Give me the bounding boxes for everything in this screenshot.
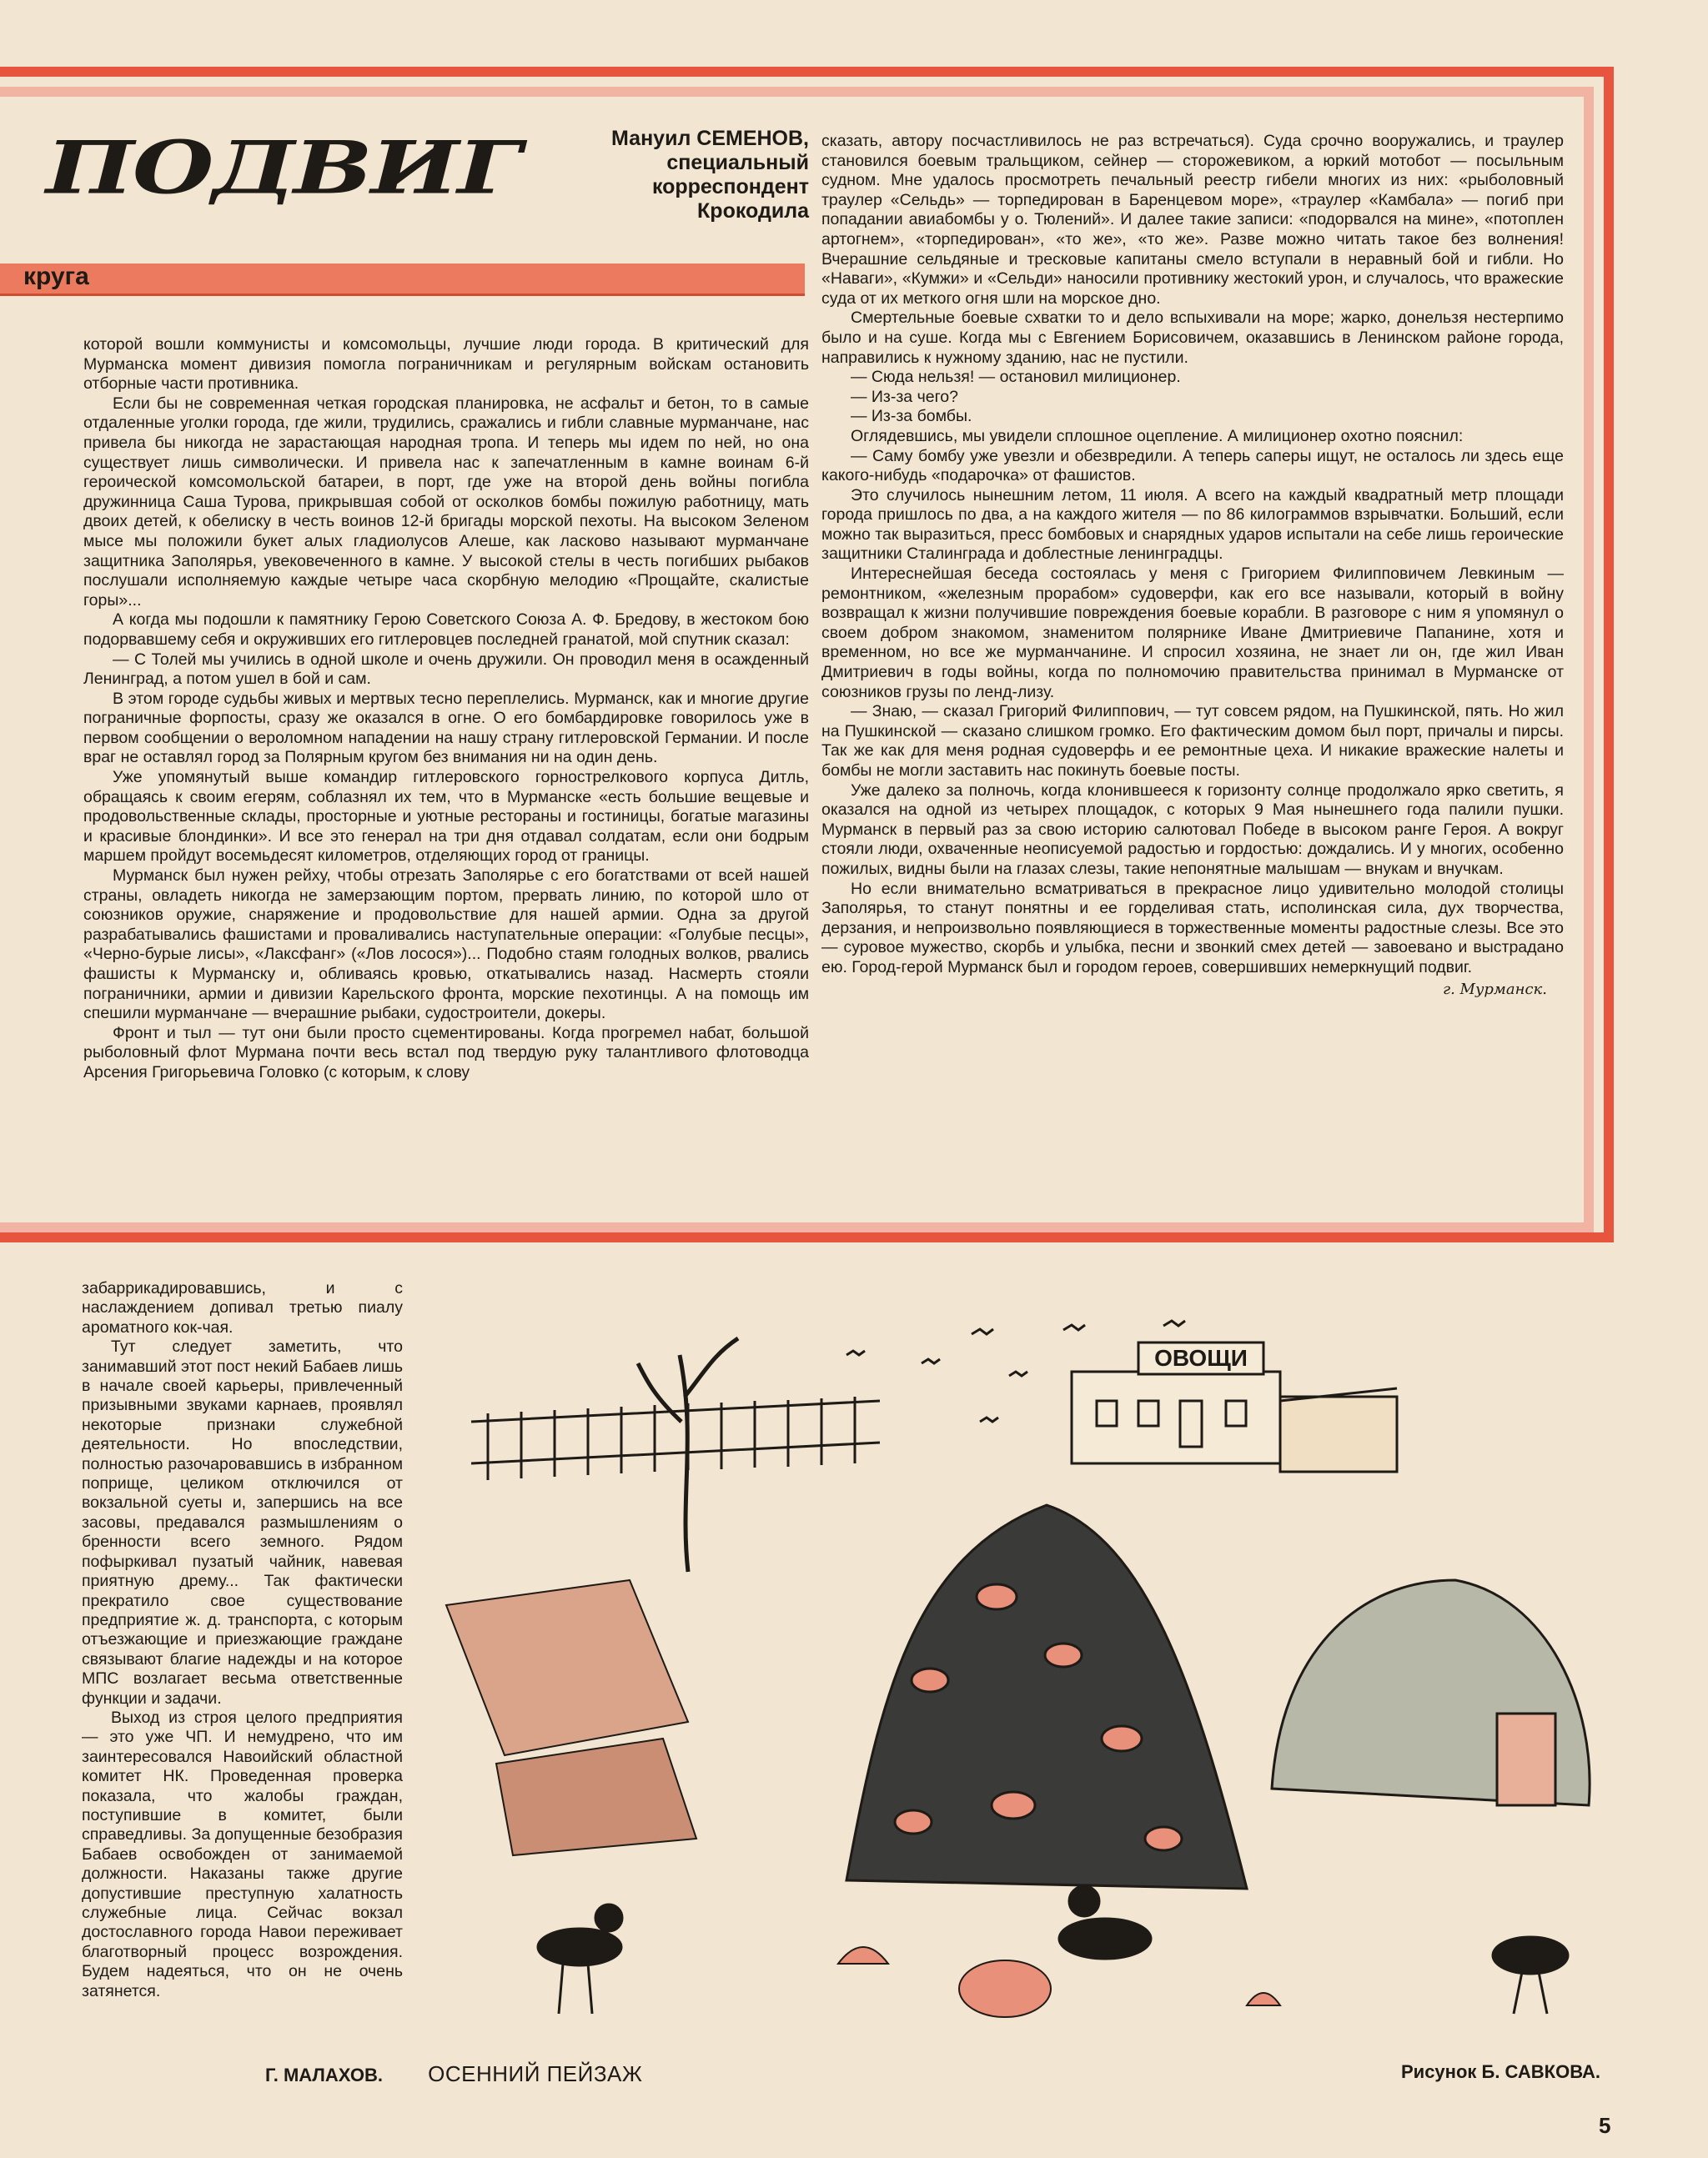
article-paragraph: Уже далеко за полночь, когда клонившееся к горизонту солнце продолжало ярко светить, я оказался на одной из четырех площадок, с которых 9 Мая нынешнего года палили пушки. Мурманск в первый раз за свою историю салютовал Победе в высоком ранге Героя. А вокруг стояли люди, охваченные неописуемой радостью и гордостью: дождались. И у многих, особенно пожилых, видны были на глазах слезы, такие непонятные малышам — внукам и внучкам. xyxy=(821,780,1564,878)
illustration-credit: Рисунок Б. САВКОВА. xyxy=(1401,2061,1601,2082)
illustration-caption xyxy=(265,2061,682,2087)
illustration-title: ОСЕННИЙ ПЕЙЗАЖ xyxy=(428,2061,643,2086)
article-paragraph: А когда мы подошли к памятнику Герою Советского Союза А. Ф. Бредову, в жестоком бою подорвавшему себя и окруживших его гитлеровцев последней гранатой, мой спутник сказал: xyxy=(83,610,809,649)
article-paragraph: Мурманск был нужен рейху, чтобы отрезать Заполярье с его богатствами от всей нашей страны, овладеть никогда не замерзающим портом, прервать линию, по которой шло от союзников оружие, снаряжение и продовольствие для нашей армии. Одна за другой разрабатывались фашистами и проваливались наступательные операции: «Голубые песцы», «Черно-бурые лисы», «Лаксфанг» («Лов лосося»)... Подобно стаям голодных волков, рвались фашисты к Мурманску и, обливаясь кровью, откатывались назад. Насмерть стояли пограничники, армии и дивизии Карельского фронта, морские пехотинцы. А на помощь им спешили мурманчане — вчерашние рыбаки, судостроители, докеры. xyxy=(83,866,809,1023)
melon-heap xyxy=(846,1505,1247,1889)
byline-author: Мануил СЕМЕНОВ, xyxy=(611,127,809,150)
article-paragraph: — С Толей мы учились в одной школе и очень дружили. Он проводил меня в осажденный Ленинград, а потом ушел в бой и сам. xyxy=(83,650,809,689)
article-title: ПОДВИГ xyxy=(46,125,520,211)
article-paragraph: сказать, автору посчастливилось не раз встречаться). Суда срочно вооружались, и траулер становился боевым тральщиком, сейнер — сторожевиком, а юркий мотобот — посыльным судном. Мне удалось просмотреть печальный реестр гибели многих из них: «рыболовный траулер «Сельдь» — торпедирован в Баренцевом море», «траулер «Камбала» — погиб при попадании авиабомбы у о. Тюлений». И далее такие записи: «подорвался на мине», «потоплен артогнем», «торпедирован», «то же», «то же». Разве можно читать такое без волнения! Вчерашние сельдяные и тресковые капитаны смело вступали в неравный бой и гибли. Но «Наваги», «Кумжи» и «Сельди» наносили противнику жестокий урон, и случалось, что вражеские суда от их меткого огня шли на морское дно. xyxy=(821,132,1564,308)
byline-role-2: корреспондент xyxy=(651,175,809,198)
story-paragraph: Выход из строя целого предприятия — это уже ЧП. И немудрено, что им заинтересовался Навоийский областной комитет НК. Проведенная проверка показала, что жалобы граждан, поступившие в комитет, были справедливы. За допущенные безобразия Бабаев освобожден от занимаемой должности. Наказаны также другие допустившие преступную халатность служебные лица. Сейчас вокзал достославного города Навои переживает благотворный процесс возрождения. Будем надеяться, что он не очень затянется. xyxy=(82,1708,403,2000)
fence xyxy=(471,1397,880,1480)
dialogue-line: — Из-за бомбы. xyxy=(851,407,972,426)
article-paragraph: Интереснейшая беседа состоялась у меня с Григорием Филипповичем Левкиным — ремонтником, «железным прорабом» судоверфи, как его все называли, который в войну возвращал к жизни получившие повреждения боевые корабли. В разговоре с ним я упомянул о своем добром знакомом, знаменитом полярнике Иване Дмитриевиче Папанине, хотя и временном, но все же мурманчанине. И спросил хозяина, не знает ли он, где жил Иван Дмитриевич в годы войны, когда по полномочию правительства принимал в Мурманске от союзников грузы по ленд-лизу. xyxy=(821,565,1564,701)
birds xyxy=(538,1886,1568,2014)
byline-role-1: специальный xyxy=(666,151,809,174)
article-paragraph: Если бы не современная четкая городская планировка, не асфальт и бетон, то в самые отдаленные уголки города, где жили, трудились, сражались и гибли славные мурманчане, нас привела бы никогда не зарастающая народная тропа. И теперь мы идем по ней, но она существует лишь символически. И привела нас к запечатленным в камне воинам 6-й героической комсомольской батареи, в порт, где уже на второй день войны погибла дружинница Саша Турова, прикрывшая собой от осколков бомбы пожилую работницу, мать двоих детей, к обелиску в честь воинов 12-й бригады морской пехоты. На высоком Зеленом мысе мы положили букет алых гладиолусов Алеше, как ласково называют мурманчане защитника Заполярья, увековеченного в камне. У высокой стелы в честь погибших рыбаков послушали исполняемую каждые четыре часа скорбную мелодию «Прощайте, скалистые горы»... xyxy=(83,394,809,610)
article-paragraph: Фронт и тыл — тут они были просто сцементированы. Когда прогремел набат, большой рыболовный флот Мурмана почти весь встал под твердую руку талантливого флотоводца Арсения Григорьевича Головко (с которым, к слову xyxy=(83,1023,809,1082)
article-paragraph: Оглядевшись, мы увидели сплошное оцепление. А милиционер охотно пояснил: xyxy=(851,426,1464,445)
byline-publication: Крокодила xyxy=(697,199,809,223)
boxes-pile xyxy=(446,1580,696,1855)
story-paragraph: забаррикадировавшись, и с наслаждением допивал третью пиалу ароматного кок-чая. xyxy=(82,1279,403,1337)
page-number: 5 xyxy=(1599,2113,1611,2138)
article-paragraph: Это случилось нынешним летом, 11 июля. А всего на каждый квадратный метр площади города пришлось по два, а на каждого жителя — по 86 килограммов взрывчатки. Больший, если можно так выразиться, пресс бомбовых и снарядных ударов испытали на себе лишь героические защитники Сталинграда и доблестные ленинградцы. xyxy=(821,485,1564,564)
story-paragraph: Тут следует заметить, что занимавший этот пост некий Бабаев лишь в начале своей карьеры, привлеченный призывными звуками карнаев, проявлял некоторые признаки служебной деятельности. Но впоследствии, полностью разочаровавшись в избранном поприще, целиком отключился от вокзальной суеты и, запершись на все засовы, предавался размышлениям о бренности всего земного. Рядом пофыркивал пузатый чайник, навевая приятную дрему... Так фактически прекратило свое существование предприятие ж. д. транспорта, с которым отъезжающие и приезжающие граждане связывают благие надежды и на которое МПС возлагает весьма ответственные функции и задачи. xyxy=(82,1337,403,1708)
story-column xyxy=(82,1279,403,2001)
dialogue-line: — Саму бомбу уже увезли и обезвредили. А теперь саперы ищут, не осталось ли здесь еще какого-нибудь «подарочка» от фашистов. xyxy=(821,446,1564,485)
dialogue-line: — Из-за чего? xyxy=(851,387,958,406)
article-column-left xyxy=(83,335,809,1083)
rubric-label: круга xyxy=(23,263,89,290)
melon-pieces xyxy=(838,1947,1280,2017)
store-sign: ОВОЩИ xyxy=(1154,1345,1248,1371)
article-paragraph: Но если внимательно всматриваться в прекрасное лицо удивительно молодой столицы Заполярья, то станут понятны и ее горделивая стать, исполинская сила, дух творчества, дерзания, и непроизвольно появляющиеся в торжественные моменты радостные слезы. Все это — суровое мужество, скорбь и улыбка, песни и звонкий смех детей — завоевано и выстрадано ею. Город-герой Мурманск был и городом героев, совершивших немеркнущий подвиг. xyxy=(821,879,1564,976)
dialogue-line: — Сюда нельзя! — остановил милиционер. xyxy=(851,368,1181,387)
article-column-right xyxy=(821,132,1564,999)
cabbage-heap xyxy=(1272,1580,1590,1805)
article-paragraph: — Знаю, — сказал Григорий Филиппович, — тут совсем рядом, на Пушкинской, пять. Но жил на Пушкинской — сказано слишком громко. Его фактическим домом был порт, причалы и пирсы. Так же как для меня родная судоверфь и ее ремонтные цеха. И никакие вражеские налеты и бомбы не могли заставить нас покинуть боевые посты. xyxy=(821,702,1564,780)
illustration-autumn-landscape xyxy=(413,1305,1655,2039)
place-signature: г. Мурманск. xyxy=(1443,980,1547,998)
article-paragraph: которой вошли коммунисты и комсомольцы, лучшие люди города. В критический для Мурманска момент дивизия помогла пограничникам и регулярным войскам остановить отборные части противника. xyxy=(83,335,809,394)
article-paragraph: Смертельные боевые схватки то и дело вспыхивали на море; жарко, донельзя нестерпимо было и на суше. Когда мы с Евгением Борисовичем, оказавшись в Ленинском районе города, направились к нужному зданию, нас не пустили. xyxy=(821,309,1564,367)
article-paragraph: Уже упомянутый выше командир гитлеровского горнострелкового корпуса Дитль, обращаясь к своим егерям, соблазнял их тем, что в Мурманске «есть большие вещевые и продовольственные склады, просторные и уютные рестораны и гостиницы, богатые магазины и красивые блондинки». И все это генерал на три дня отдавал солдатам, если они бодрым маршем пройдут восемьдесят километров, отделяющих город от границы. xyxy=(83,768,809,866)
rubric-bar xyxy=(0,263,805,296)
byline xyxy=(534,127,809,223)
story-author: Г. МАЛАХОВ. xyxy=(265,2065,383,2085)
article-paragraph: В этом городе судьбы живых и мертвых тесно переплелись. Мурманск, как и многие другие пограничные форпосты, сразу же оказался в огне. О его бомбардировке говорилось уже в первом сообщении о вероломном нападении на нашу страну гитлеровской Германии. И после враг не оставлял город за Полярным кругом без внимания ни на один день. xyxy=(83,689,809,767)
